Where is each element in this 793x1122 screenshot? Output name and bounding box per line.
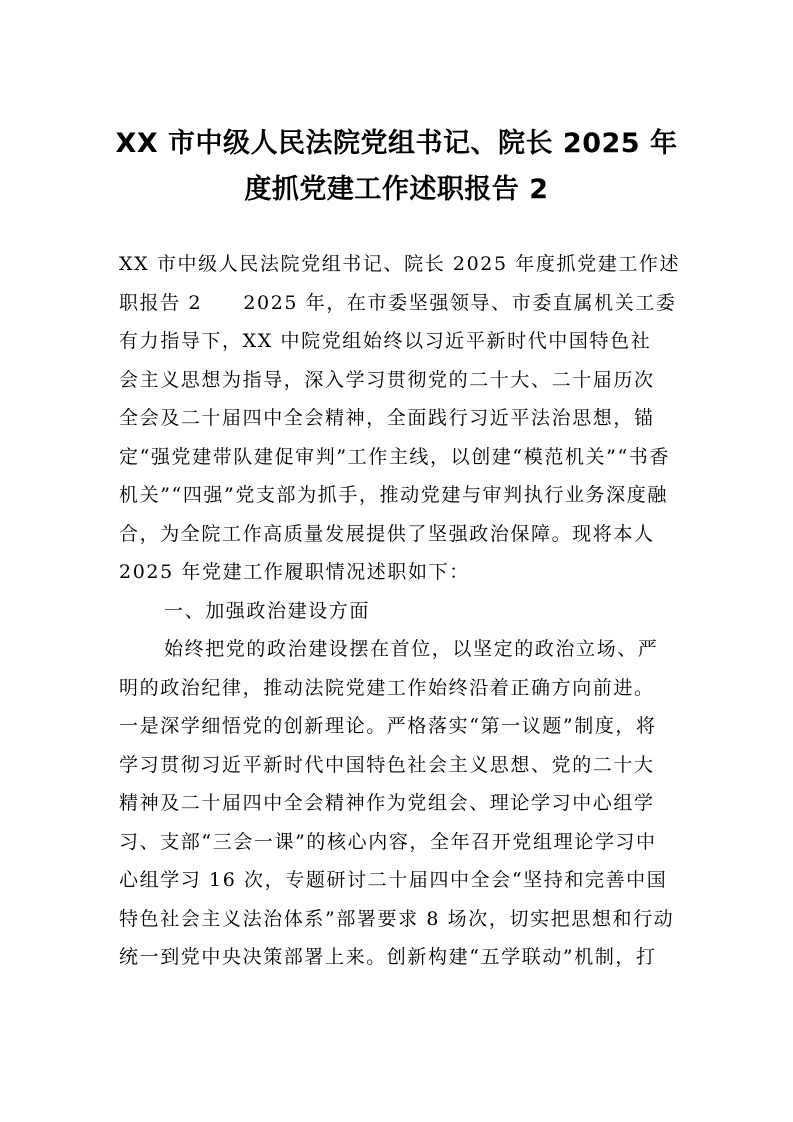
body-line: 职报告 2 2025 年，在市委坚强领导、市委直属机关工委	[119, 291, 677, 314]
body-line: 有力指导下，XX 中院党组始终以习近平新时代中国特色社	[119, 330, 652, 352]
body-line: 2025 年党建工作履职情况述职如下：	[119, 561, 470, 583]
body-line: 合，为全院工作高质量发展提供了坚强政治保障。现将本人	[119, 522, 655, 545]
body-line: 机关”“四强”党支部为抓手，推动党建与审判执行业务深度融	[119, 484, 668, 506]
body-line: XX 市中级人民法院党组书记、院长 2025 年度抓党建工作述	[119, 253, 681, 275]
body-line: 统一到党中央决策部署上来。创新构建“五学联动”机制，打	[119, 946, 657, 968]
body-line: 精神及二十届四中全会精神作为党组会、理论学习中心组学	[119, 792, 655, 814]
body-line: 全会及二十届四中全会精神，全面践行习近平法治思想，锚	[119, 407, 655, 429]
body-line: 定“强党建带队建促审判”工作主线，以创建“模范机关”“书香	[119, 445, 670, 468]
body-line: 明的政治纪律，推动法院党建工作始终沿着正确方向前进。	[119, 676, 655, 699]
body-line: 特色社会主义法治体系”部署要求 8 场次，切实把思想和行动	[119, 907, 675, 930]
document-title-line-1: XX 市中级人民法院党组书记、院长 2025 年	[115, 128, 678, 159]
document-title-line-2: 度抓党建工作述职报告 2	[244, 174, 549, 205]
body-line: 心组学习 16 次，专题研讨二十届四中全会“坚持和完善中国	[119, 869, 668, 891]
body-line: 始终把党的政治建设摆在首位，以坚定的政治立场、严	[164, 638, 659, 660]
body-line: 习、支部“三会一课”的核心内容，全年召开党组理论学习中	[119, 830, 657, 853]
body-line: 一是深学细悟党的创新理论。严格落实“第一议题”制度，将	[119, 715, 657, 737]
body-line: 会主义思想为指导，深入学习贯彻党的二十大、二十届历次	[119, 368, 655, 391]
document-body	[119, 250, 679, 982]
section-heading: 一、加强政治建设方面	[164, 599, 371, 622]
body-line: 学习贯彻习近平新时代中国特色社会主义思想、党的二十大	[119, 753, 655, 776]
